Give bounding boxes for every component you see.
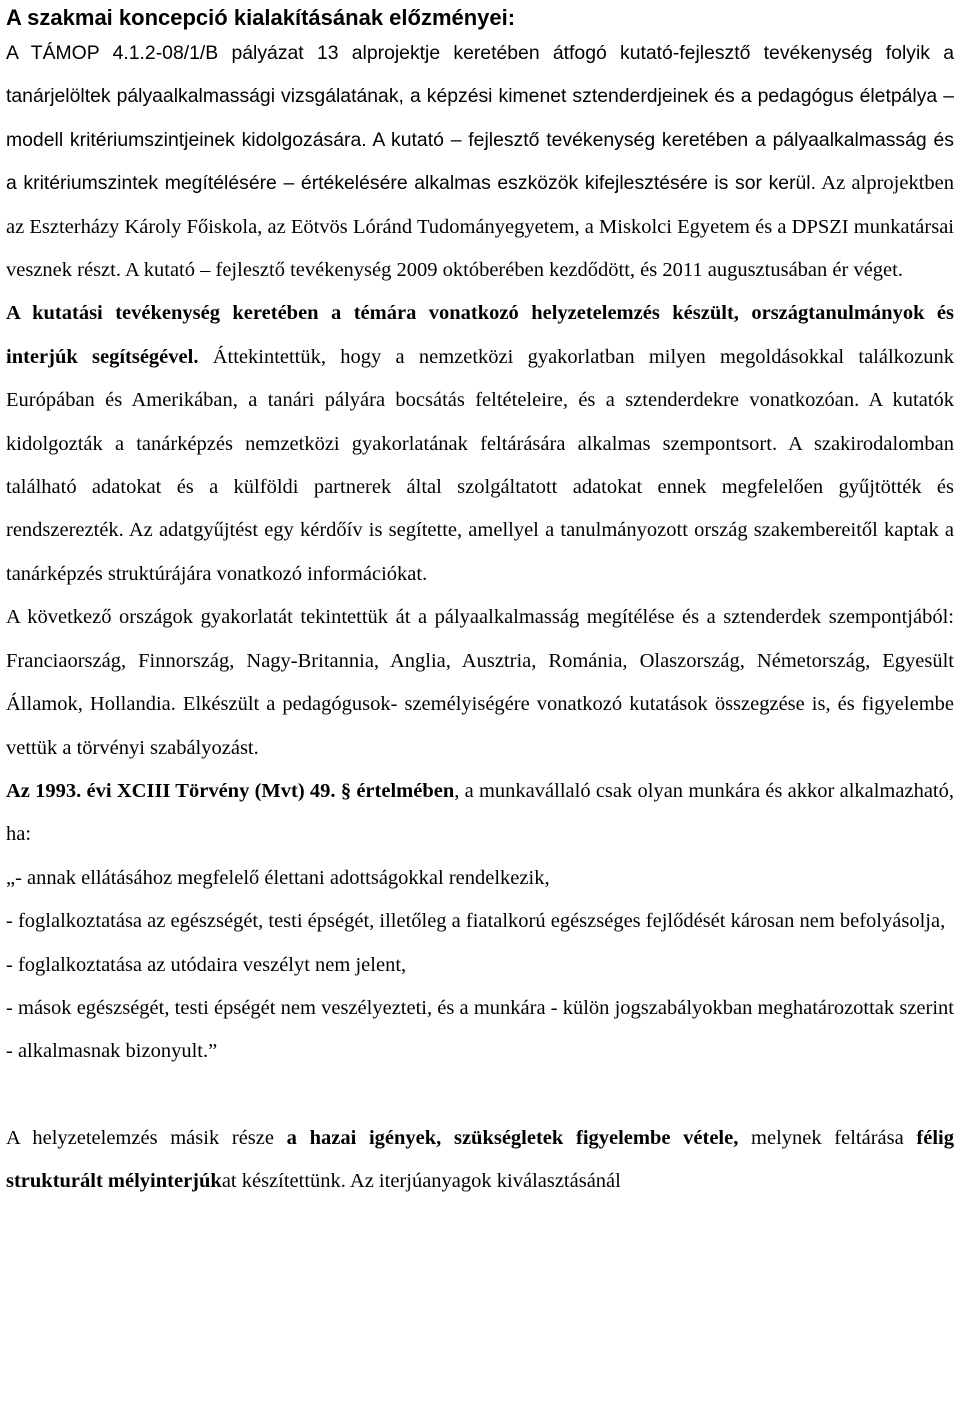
quote-item-2: - foglalkoztatása az egészségét, testi épségét, illetőleg a fiatalkorú egészséges fejlődését károsan nem befolyásolja, bbox=[6, 910, 946, 933]
law-reference: Az 1993. évi XCIII Törvény (Mvt) 49. § értelmében bbox=[6, 779, 455, 802]
section-heading: A szakmai koncepció kialakításának előzményei: bbox=[6, 5, 516, 30]
quote-item-1: „- annak ellátásához megfelelő élettani adottságokkal rendelkezik, bbox=[6, 866, 550, 889]
law-text: , a munkavállaló csak olyan munkára és akkor alkalmazható, ha: bbox=[6, 779, 954, 846]
quote-item-4: - mások egészségét, testi épségét nem veszélyezteti, és a munkára - külön jogszabályokban meghatározottak szerint - alkalmasnak bizonyult.” bbox=[6, 996, 954, 1063]
situation-bold-2: félig strukturált mélyinterjúk bbox=[6, 1126, 954, 1193]
paragraph-gap bbox=[6, 1074, 954, 1117]
paragraph-research-text: Áttekintettük, hogy a nemzetközi gyakorlatban milyen megoldásokkal találkozunk Európában és Amerikában, a tanári pályára bocsátás feltételeire, és a sztenderdekre vonatkozóan. A kutatók kidolgozták a tanárképzés nemzetközi gyakorlatának feltárására alkalmas szempontsort. A szakirodalomban található adatokat és a külföldi partnerek által szolgáltatott adatokat ennek megfelelően gyűjtötték és rendszerezték. Az adatgyűjtést egy kérdőív is segítette, amellyel a tanulmányozott ország szakembereitől kaptak a tanárképzés struktúrájára vonatkozó információkat. bbox=[6, 345, 955, 585]
paragraph-countries: A következő országok gyakorlatát tekintettük át a pályaalkalmasság megítélése és a sztenderdek szempontjából: Franciaország, Finnország, Nagy-Britannia, Anglia, Ausztria, Románia, Olaszország, Németország, Egyesült Államok, Hollandia. Elkészült a pedagógusok- személyiségére vonatkozó kutatások összegzése is, és figyelembe vettük a törvényi szabályozást. bbox=[6, 606, 954, 759]
situation-bold-1: a hazai igények, szükségletek figyelembe vétele, bbox=[286, 1126, 739, 1149]
situation-text-3: at készítettünk. Az iterjúanyagok kiválasztásánál bbox=[221, 1170, 621, 1193]
paragraph-research-bold: A kutatási tevékenység keretében a témára vonatkozó helyzetelemzés készült, országtanulmányok és interjúk segítségével. bbox=[6, 302, 954, 368]
paragraph-situation bbox=[6, 1117, 954, 1204]
paragraph-project-intro-serif: Az alprojektben az Eszterházy Károly Főiskola, az Eötvös Lóránd Tudományegyetem, a Miskolci Egyetem és a DPSZI munkatársai vesznek részt. A kutató – fejlesztő tevékenység 2009 októberében kezdődött, és 2011 augusztusában ér véget. bbox=[6, 172, 955, 282]
paragraph-research bbox=[6, 292, 954, 596]
paragraph-law bbox=[6, 770, 954, 857]
paragraph-project-intro bbox=[6, 32, 954, 292]
situation-text-1: A helyzetelemzés másik része bbox=[6, 1126, 287, 1149]
paragraph-project-intro-sans: A TÁMOP 4.1.2-08/1/B pályázat 13 alprojektje keretében átfogó kutató-fejlesztő tevékenység folyik a tanárjelöltek pályaalkalmassági vizsgálatának, a képzési kimenet sztenderdjeinek és a pedagógus életpálya – modell kritériumszintjeinek kidolgozására. A kutató – fejlesztő tevékenység keretében a pályaalkalmasság és a kritériumszintek megítélésére – értékelésére alkalmas eszközök kifejlesztésére is sor kerül. bbox=[6, 42, 954, 195]
situation-text-2: melynek feltárása bbox=[738, 1126, 917, 1149]
quote-item-3: - foglalkoztatása az utódaira veszélyt nem jelent, bbox=[6, 953, 407, 976]
document-page bbox=[6, 0, 954, 1204]
